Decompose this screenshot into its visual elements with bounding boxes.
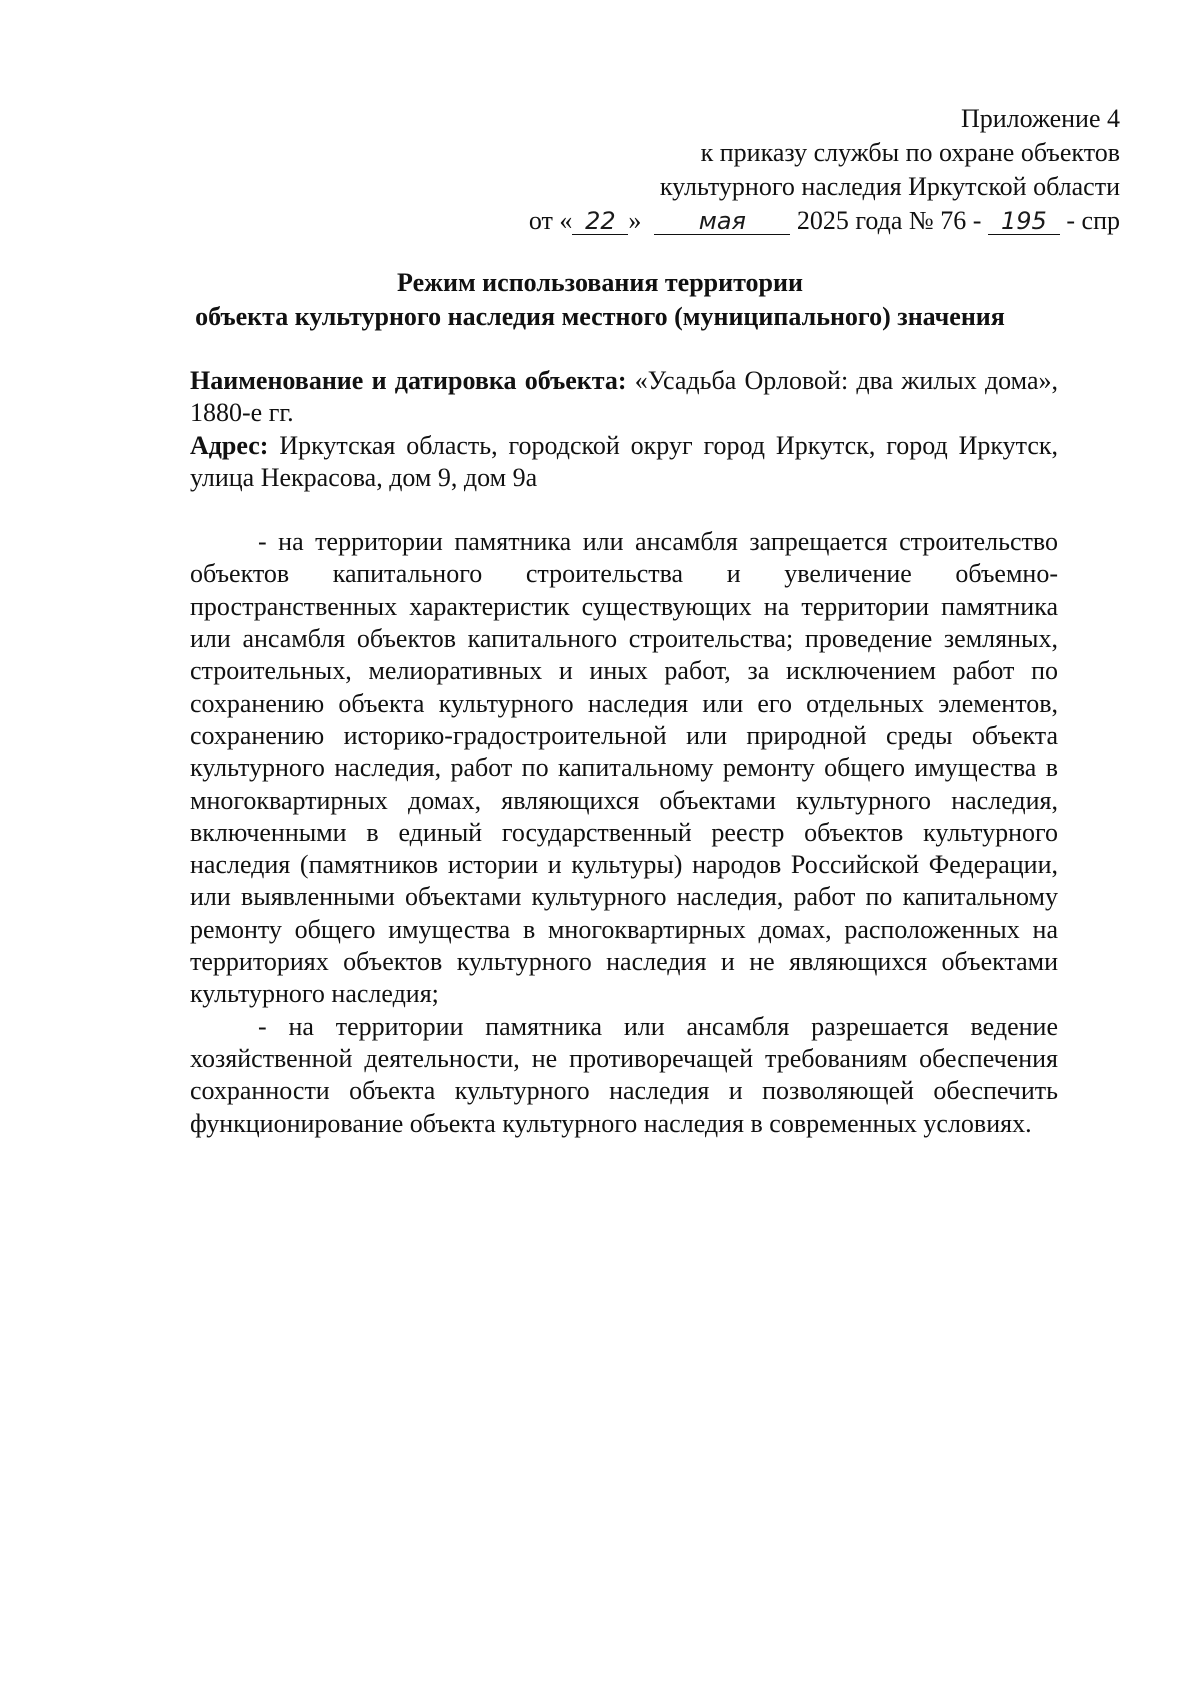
object-name-label: Наименование и датировка объекта: xyxy=(190,366,627,395)
paragraph-spacer xyxy=(190,494,1058,526)
order-suffix: - спр xyxy=(1066,206,1120,235)
date-day-field xyxy=(572,208,628,235)
date-month-field xyxy=(654,208,790,235)
date-day-handwritten: 22 xyxy=(585,207,616,235)
title-line-1: Режим использования территории xyxy=(397,268,803,297)
rule-prohibition: - на территории памятника или ансамбля запрещается строительство объектов капитального строительства и увеличение объемно-пространственных характеристик существующих на территории памятника или ансамбля объектов капитального строительства; проведение земляных, строительных, мелиоративных и иных работ, за исключением работ по сохранению объекта культурного наследия или его отдельных элементов, сохранению историко-градостроительной или природной среды объекта культурного наследия, работ по капитальному ремонту общего имущества в многоквартирных домах, являющихся объектами культурного наследия, включенными в единый государственный реестр объектов культурного наследия (памятников истории и культуры) народов Российской Федерации, или выявленными объектами культурного наследия, работ по капитальному ремонту общего имущества в многоквартирных домах, расположенных на территориях объектов культурного наследия и не являющихся объектами культурного наследия; xyxy=(190,527,1058,1009)
object-address-field xyxy=(190,430,1058,495)
order-number-handwritten: 195 xyxy=(1000,207,1047,235)
object-name-value: «Усадьба Орловой: два жилых дома», 1880-е гг. xyxy=(190,366,1058,428)
object-name-field xyxy=(190,365,1058,430)
order-reference-line: к приказу службы по охране объектов xyxy=(700,138,1120,167)
date-year-text: 2025 года № 76 - xyxy=(796,206,982,235)
order-number-field xyxy=(988,208,1060,235)
object-address-label: Адрес: xyxy=(190,430,269,460)
object-address-value: Иркутская область, городской округ город Иркутск, город Иркутск, улица Некрасова, дом 9, дом 9а xyxy=(190,430,1059,492)
date-mid: » xyxy=(628,206,642,235)
order-authority-line: культурного наследия Иркутской области xyxy=(659,172,1120,201)
appendix-number: Приложение 4 xyxy=(960,104,1120,133)
appendix-header xyxy=(420,102,1120,238)
date-prefix: от « xyxy=(528,206,573,235)
date-month-handwritten: мая xyxy=(698,207,746,235)
rule-permission: - на территории памятника или ансамбля разрешается ведение хозяйственной деятельности, не противоречащей требованиям обеспечения сохранности объекта культурного наследия и позволяющей обеспечить функционирование объекта культурного наследия в современных условиях. xyxy=(190,1011,1058,1138)
document-body xyxy=(190,365,1058,1140)
order-date-line xyxy=(420,204,1120,238)
document-title xyxy=(140,266,1060,334)
title-line-2: объекта культурного наследия местного (муниципального) значения xyxy=(195,302,1005,331)
